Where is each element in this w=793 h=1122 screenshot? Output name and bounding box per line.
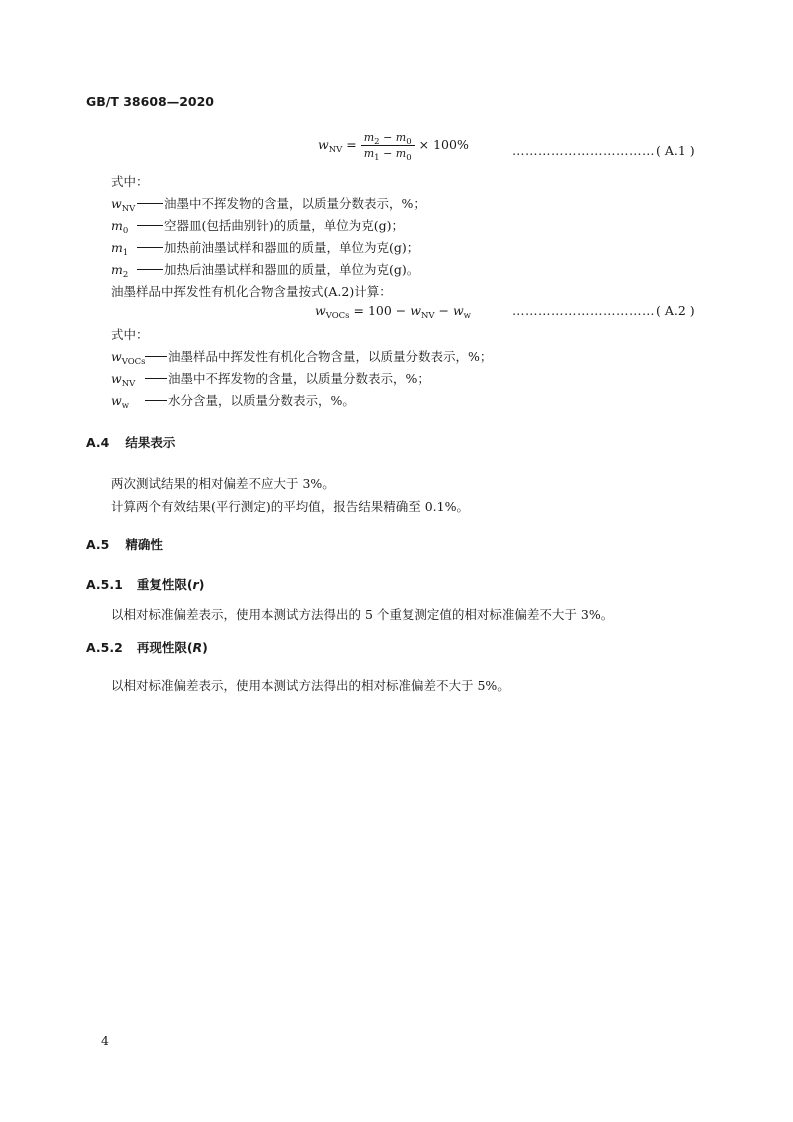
section-a51-heading: A.5.1 重复性限(r)	[86, 577, 205, 592]
standard-number: GB/T 38608—2020	[86, 94, 215, 109]
section-a5-heading: A.5 精确性	[86, 537, 163, 552]
formula-a1-times: × 100%	[418, 137, 469, 152]
calc-intro: 油墨样品中挥发性有机化合物含量按式(A.2)计算：	[111, 284, 392, 299]
section-a4-heading: A.4 结果表示	[86, 435, 176, 450]
where-item: $w_{NV}$ 油墨中不挥发物的含量，以质量分数表示，%；	[111, 371, 430, 389]
where-item: $w_w$ 水分含量，以质量分数表示，%。	[111, 393, 355, 411]
where-item: $w_{NV}$ 油墨中不挥发物的含量，以质量分数表示，%；	[111, 196, 426, 214]
formula-a1-lhs: w	[318, 137, 329, 152]
where-intro-2: 式中：	[111, 327, 149, 342]
page-number: 4	[101, 1033, 109, 1048]
formula-a1-leader: ……………………………	[512, 143, 655, 158]
where-item: $m_0$ 空器皿(包括曲别针)的质量，单位为克(g)；	[111, 218, 405, 236]
formula-a2-label: ( A.2 )	[656, 303, 695, 318]
formula-a1-numerator: $m_2 - m_0$	[361, 131, 415, 146]
where-item: $m_1$ 加热前油墨试样和器皿的质量，单位为克(g)；	[111, 240, 420, 258]
where-intro-1: 式中：	[111, 174, 149, 189]
section-a52-para: 以相对标准偏差表示，使用本测试方法得出的相对标准偏差不大于 5%。	[111, 678, 510, 693]
formula-a1-fraction	[361, 131, 415, 163]
formula-a1-label: ( A.1 )	[656, 143, 695, 158]
section-a52-heading: A.5.2 再现性限(R)	[86, 640, 208, 655]
formula-a2-leader: ……………………………	[512, 303, 655, 318]
where-item: $w_{VOCs}$ 油墨样品中挥发性有机化合物含量，以质量分数表示，%；	[111, 349, 493, 367]
formula-a1: $w_{NV}$ = $\frac{m_2 - m_0}{m_1 - m_0}$ × 100%	[318, 131, 469, 163]
section-a4-para2: 计算两个有效结果(平行测定)的平均值，报告结果精确至 0.1%。	[111, 499, 469, 514]
formula-a1-lhs-sub: NV	[328, 145, 343, 155]
section-a51-para: 以相对标准偏差表示，使用本测试方法得出的 5 个重复测定值的相对标准偏差不大于 3%。	[111, 607, 614, 622]
where-item: $m_2$ 加热后油墨试样和器皿的质量，单位为克(g)。	[111, 262, 420, 280]
section-a4-para1: 两次测试结果的相对偏差不应大于 3%。	[111, 476, 335, 491]
formula-a2: $w_{VOCs} = 100 - w_{NV} - w_w$	[315, 303, 471, 321]
formula-a1-denominator: $m_1 - m_0$	[363, 147, 412, 163]
